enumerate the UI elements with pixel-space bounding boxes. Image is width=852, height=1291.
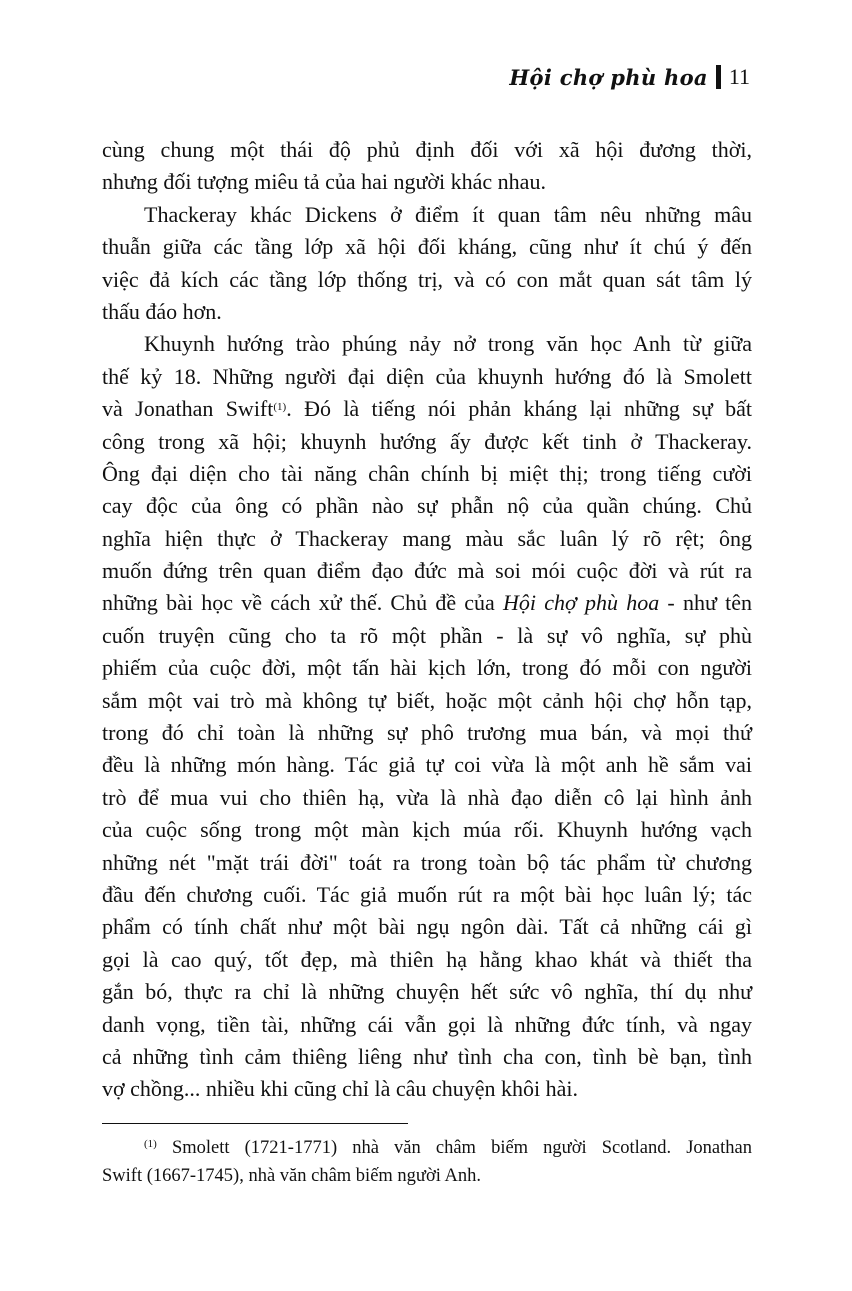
text-line: thuẫn giữa các tầng lớp xã hội đối kháng, cũng như ít chú ý đến [102,234,752,260]
text-line: danh vọng, tiền tài, những cái vẫn gọi là những đức tính, và ngay [102,1011,752,1037]
text-line: cả những tình cảm thiêng liêng như tình cha con, tình bè bạn, tình [102,1043,752,1069]
text-segment: những bài học về cách xử thế. Chủ đề của [102,590,504,616]
text-line: phẩm có tính chất như một bài ngụ ngôn dài. Tất cả những cái gì [102,914,752,940]
paragraph [102,199,752,329]
text-line: phiếm của cuộc đời, một tấn hài kịch lớn, trong đó mỗi con người [102,655,752,681]
text-line: việc đả kích các tầng lớp thống trị, và có con mắt quan sát tâm lý [102,266,752,292]
text-line: trong đó chỉ toàn là những sự phô trương mua bán, và mọi thứ [102,720,752,746]
text-line: cùng chung một thái độ phủ định đối với xã hội đương thời, [102,137,752,162]
text-line [102,393,752,425]
text-line: đều là những món hàng. Tác giả tự coi vừa là một anh hề sắm vai [102,752,752,778]
text-line: của cuộc sống trong một màn kịch múa rối. Khuynh hướng vạch [102,817,752,843]
footnote-line [102,1162,752,1190]
footnote [102,1134,752,1190]
footnote-rule [102,1123,408,1124]
text-line: muốn đứng trên quan điểm đạo đức mà soi mói cuộc đời và rút ra [102,558,752,584]
header-separator-bar [716,65,721,89]
book-title-italic: Hội chợ phù hoa [503,590,660,616]
text-line: thấu đáo hơn. [102,298,222,324]
footnote-text: Smolett (1721-1771) nhà văn châm biếm người Scotland. Jonathan [156,1138,752,1158]
text-line: những nét "mặt trái đời" toát ra trong toàn bộ tác phẩm từ chương [102,849,752,875]
text-line: nghĩa hiện thực ở Thackeray mang màu sắc luân lý rõ rệt; ông [102,525,752,551]
text-line: sắm một vai trò mà không tự biết, hoặc một cảnh hội chợ hỗn tạp, [102,687,752,713]
running-title: Hội chợ phù hoa [509,64,708,90]
paragraph [102,134,752,199]
text-line: trò để mua vui cho thiên hạ, vừa là nhà đạo diễn cô lại hình ảnh [102,784,752,810]
text-segment: . Đó là tiếng nói phản kháng lại những sự bất [286,396,752,422]
text-segment: và Jonathan Swift [102,396,274,422]
footnote-line [102,1134,752,1162]
text-line: cay độc của ông có phần nào sự phẫn nộ của quần chúng. Chủ [102,493,752,519]
text-line: Thackeray khác Dickens ở điểm ít quan tâm nêu những mâu [144,201,752,227]
text-line: gắn bó, thực ra chỉ là những chuyện hết sức vô nghĩa, thí dụ như [102,979,752,1005]
text-line: công trong xã hội; khuynh hướng ấy được kết tinh ở Thackeray. [102,428,752,454]
footnote-reference: (1) [273,401,287,414]
text-segment: - như tên [659,590,752,616]
text-line: cuốn truyện cũng cho ta rõ một phần - là sự vô nghĩa, sự phù [102,622,752,648]
text-line: đầu đến chương cuối. Tác giả muốn rút ra một bài học luân lý; tác [102,881,752,907]
page-number: 11 [728,64,750,89]
running-header [509,64,750,90]
paragraph [102,328,752,1105]
footnote-text: Swift (1667-1745), nhà văn châm biếm người Anh. [102,1166,481,1186]
body-text [102,134,752,1106]
text-line: Ông đại diện cho tài năng chân chính bị miệt thị; trong tiếng cười [102,460,752,486]
footnote-marker: (1) [144,1138,157,1150]
text-line: thế kỷ 18. Những người đại diện của khuynh hướng đó là Smolett [102,363,752,389]
text-line: vợ chồng... nhiều khi cũng chỉ là câu chuyện khôi hài. [102,1076,578,1102]
text-line: nhưng đối tượng miêu tả của hai người khác nhau. [102,169,546,195]
text-line: gọi là cao quý, tốt đẹp, mà thiên hạ hằng khao khát và thiết tha [102,946,752,972]
text-line [102,587,752,619]
text-line: Khuynh hướng trào phúng nảy nở trong văn học Anh từ giữa [144,331,752,357]
